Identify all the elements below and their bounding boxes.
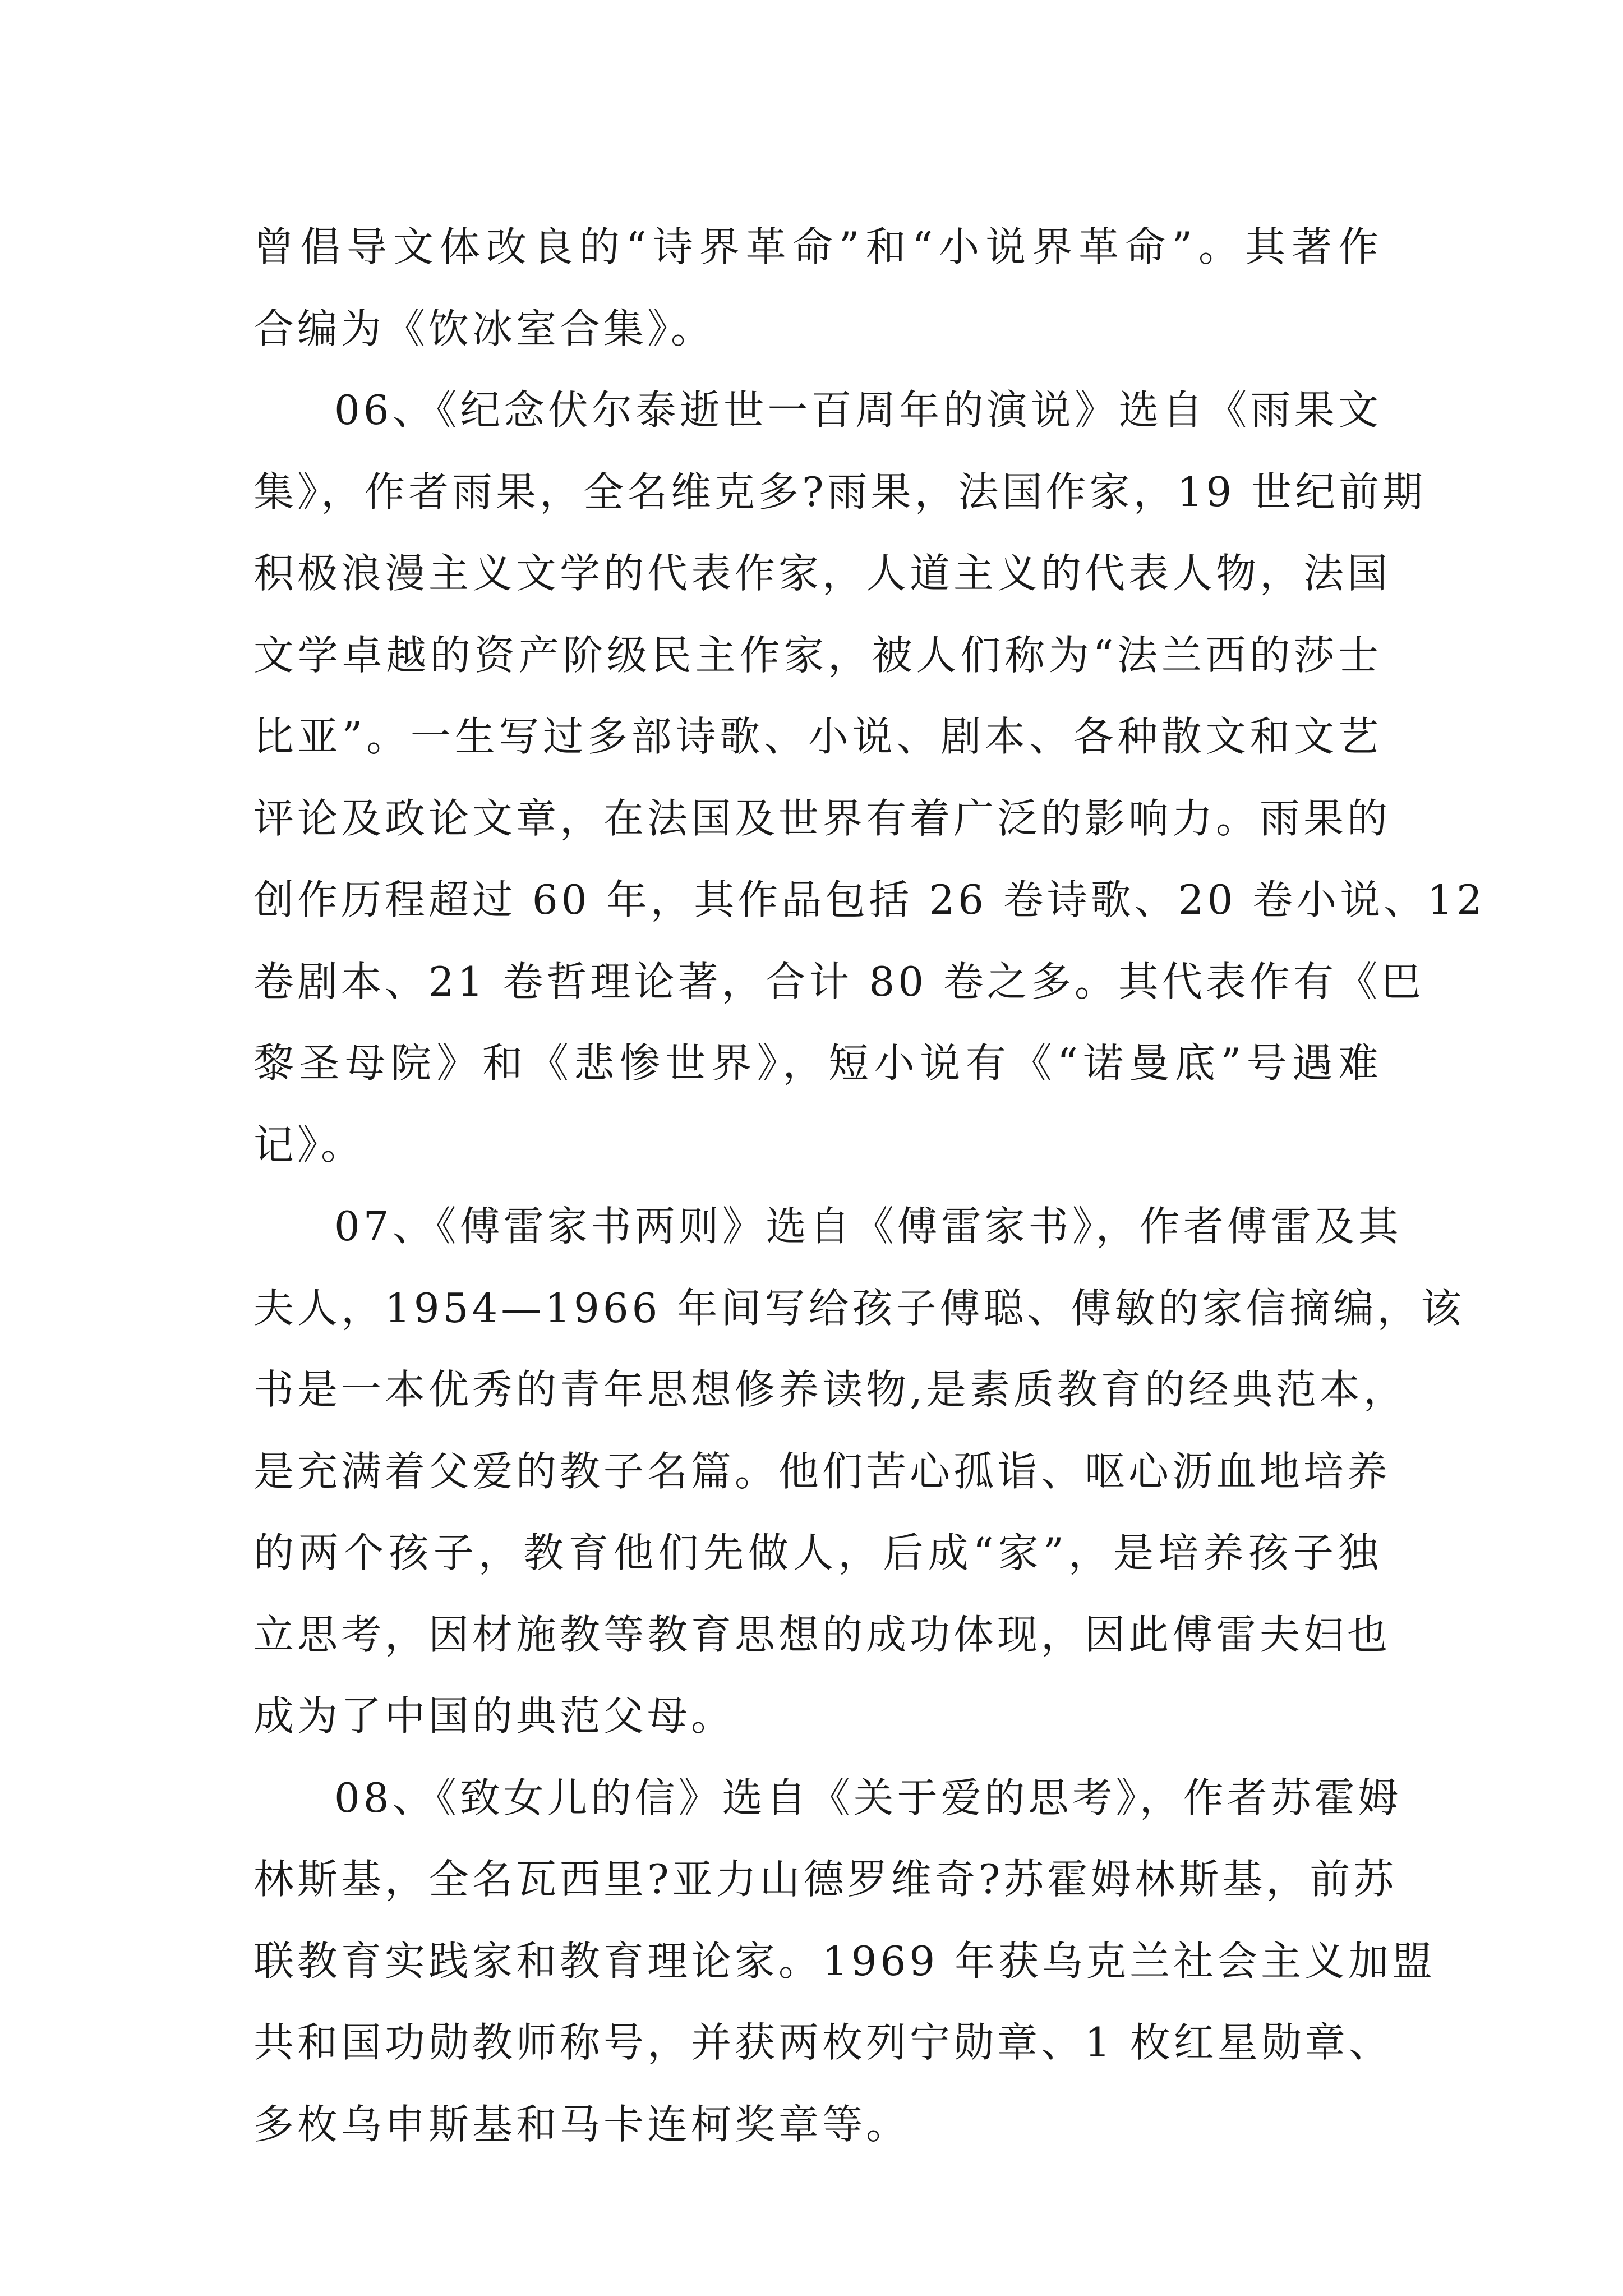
text-line: 林斯基，全名瓦西里?亚力山德罗维奇?苏霍姆林斯基，前苏: [253, 1856, 1398, 1903]
body-text: [253, 206, 1486, 2165]
text-line: 记》。: [253, 1121, 365, 1168]
text-line: 的两个孩子，教育他们先做人，后成“家”，是培养孩子独: [253, 1529, 1382, 1576]
text-line: 多枚乌申斯基和马卡连柯奖章等。: [253, 2100, 910, 2148]
text-line: 集》，作者雨果，全名维克多?雨果，法国作家，19 世纪前期: [253, 468, 1427, 516]
text-line: 比亚”。一生写过多部诗歌、小说、剧本、各种散文和文艺: [253, 713, 1382, 760]
text-line: 是充满着父爱的教子名篇。他们苦心孤诣、呕心沥血地培养: [253, 1447, 1391, 1495]
paragraph-06-start: 06、《纪念伏尔泰逝世一百周年的演说》选自《雨果文: [334, 386, 1382, 434]
text-line: 黎圣母院》和《悲惨世界》，短小说有《“诺曼底”号遇难: [253, 1039, 1382, 1087]
text-line: 书是一本优秀的青年思想修养读物,是素质教育的经典范本，: [253, 1366, 1407, 1413]
text-line: 联教育实践家和教育理论家。1969 年获乌克兰社会主义加盟: [253, 1937, 1436, 1985]
text-line: 积极浪漫主义文学的代表作家，人道主义的代表人物，法国: [253, 550, 1391, 597]
text-line: 合编为《饮冰室合集》。: [253, 305, 715, 352]
text-line: 卷剧本、21 卷哲理论著，合计 80 卷之多。其代表作有《巴: [253, 958, 1424, 1005]
text-line: 共和国功勋教师称号，并获两枚列宁勋章、1 枚红星勋章、: [253, 2019, 1393, 2066]
paragraph-07-start: 07、《傅雷家书两则》选自《傅雷家书》，作者傅雷及其: [334, 1203, 1402, 1250]
text-line: 文学卓越的资产阶级民主作家，被人们称为“法兰西的莎士: [253, 631, 1382, 679]
text-line: 立思考，因材施教等教育思想的成功体现，因此傅雷夫妇也: [253, 1611, 1391, 1658]
text-line: 曾倡导文体改良的“诗界革命”和“小说界革命”。其著作: [253, 223, 1382, 270]
text-line: 评论及政论文章，在法国及世界有着广泛的影响力。雨果的: [253, 794, 1391, 842]
paragraph-08-start: 08、《致女儿的信》选自《关于爱的思考》，作者苏霍姆: [334, 1774, 1402, 1821]
text-line: 成为了中国的典范父母。: [253, 1692, 735, 1740]
text-line: 创作历程超过 60 年，其作品包括 26 卷诗歌、20 卷小说、12: [253, 876, 1486, 923]
text-line: 夫人，1954—1966 年间写给孩子傅聪、傅敏的家信摘编，该: [253, 1284, 1465, 1332]
